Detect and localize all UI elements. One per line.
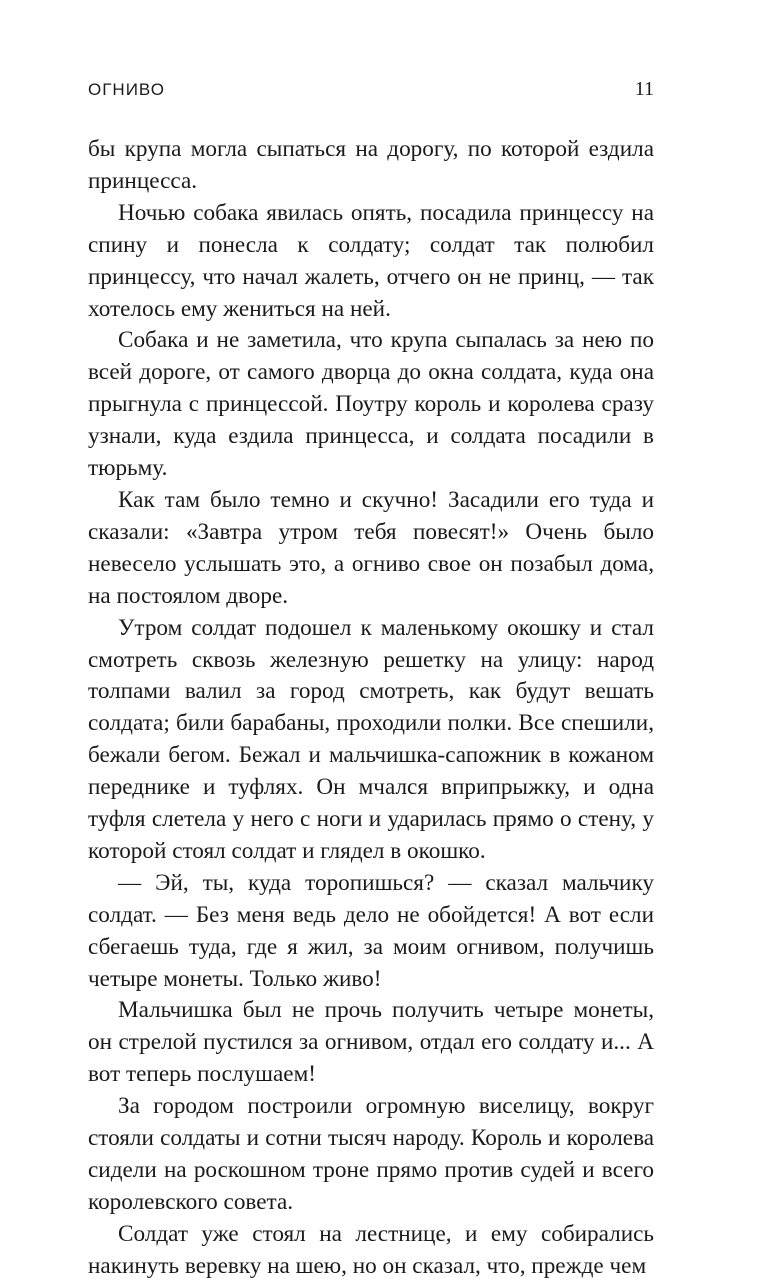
paragraph-dialogue: — Эй, ты, куда торопишься? — сказал мальчику солдат. — Без меня ведь дело не обойдется! А вот если сбегаешь туда, где я жил, за моим огнивом, получишь четыре монеты. Только живо! — [88, 869, 654, 992]
running-head — [88, 78, 654, 112]
paragraph: Солдат уже стоял на лестнице, и ему собирались накинуть веревку на шею, но он сказал, что, прежде чем — [88, 1220, 654, 1279]
paragraph-continued: бы крупа могла сыпаться на дорогу, по которой ездила принцесса. — [88, 136, 654, 194]
paragraph: Ночью собака явилась опять, посадила принцессу на спину и понесла к солдату; солдат так полюбил принцессу, что начал жалеть, отчего он не принц, — так хотелось ему жениться на ней. — [88, 199, 654, 322]
paragraph: За городом построили огромную виселицу, вокруг стояли солдаты и сотни тысяч народу. Король и королева сидели на роскошном троне прямо против судей и всего королевского совета. — [88, 1093, 654, 1215]
paragraph: Утром солдат подошел к маленькому окошку и стал смотреть сквозь железную решетку на улицу: народ толпами валил за город смотреть, как будут вешать солдата; били барабаны, проходили полки. Все спешили, бежали бегом. Бежал и мальчишка-сапожник в кожаном переднике и туфлях. Он мчался вприпрыжку, и одна туфля слетела у него с ноги и ударилась прямо о стену, у которой стоял солдат и глядел в окошко. — [88, 614, 654, 864]
book-page — [88, 78, 654, 1283]
paragraph: Собака и не заметила, что крупа сыпалась за нею по всей дороге, от самого дворца до окна солдата, куда она прыгнула с принцессой. Поутру король и королева сразу узнали, куда ездила принцесса, и солдата посадили в тюрьму. — [88, 327, 654, 482]
paragraph: Мальчишка был не прочь получить четыре монеты, он стрелой пустился за огнивом, отдал его солдату и... А вот теперь послушаем! — [88, 997, 654, 1088]
running-title: ОГНИВО — [88, 80, 165, 99]
page-number: 11 — [634, 78, 654, 100]
body-text — [88, 134, 654, 1283]
paragraph: Как там было темно и скучно! Засадили его туда и сказали: «Завтра утром тебя повесят!» Очень было невесело услышать это, а огниво свое он позабыл дома, на постоялом дворе. — [88, 486, 654, 609]
